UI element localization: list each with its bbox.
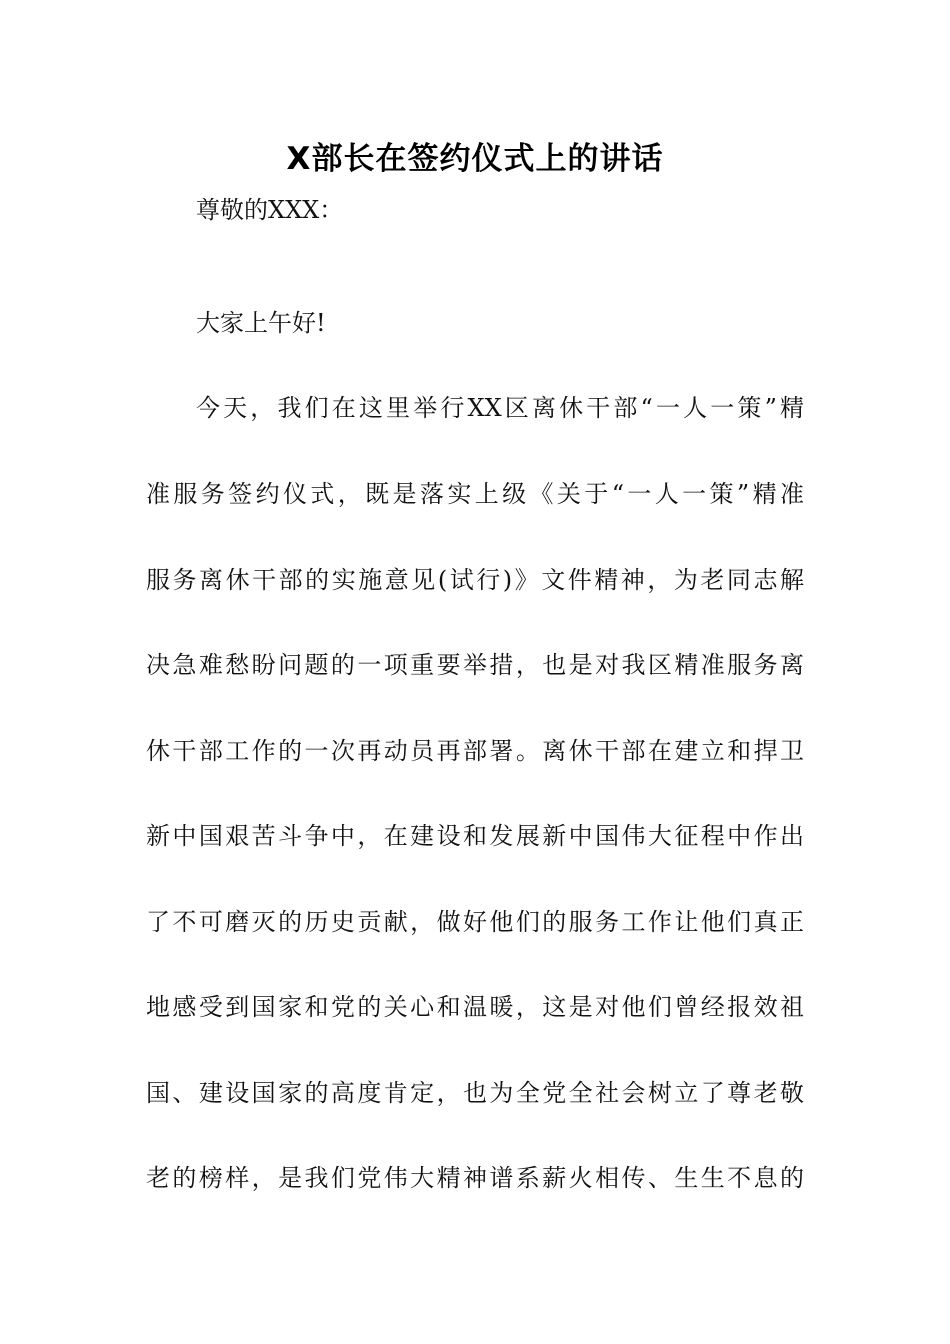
body-line: 国、建设国家的高度肯定，也为全党全社会树立了尊老敬 (146, 1079, 804, 1107)
greeting-line: 大家上午好! (196, 309, 326, 337)
body-line: 决急难愁盼问题的一项重要举措，也是对我区精准服务离 (146, 651, 804, 679)
body-line: 了不可磨灭的历史贡献，做好他们的服务工作让他们真正 (146, 908, 804, 936)
body-line: 地感受到国家和党的关心和温暖，这是对他们曾经报效祖 (146, 993, 804, 1021)
body-line: 新中国艰苦斗争中，在建设和发展新中国伟大征程中作出 (146, 822, 804, 850)
body-line: 今天，我们在这里举行XX区离休干部“一人一策”精 (196, 394, 804, 422)
salutation-line: 尊敬的XXX： (196, 196, 344, 224)
body-line: 休干部工作的一次再动员再部署。离休干部在建立和捍卫 (146, 737, 804, 765)
body-line: 准服务签约仪式，既是落实上级《关于“一人一策”精准 (146, 480, 804, 508)
body-line: 老的榜样，是我们党伟大精神谱系薪火相传、生生不息的 (146, 1164, 804, 1192)
body-line: 服务离休干部的实施意见(试行)》文件精神，为老同志解 (146, 566, 804, 594)
document-title: X部长在签约仪式上的讲话 (286, 141, 664, 177)
